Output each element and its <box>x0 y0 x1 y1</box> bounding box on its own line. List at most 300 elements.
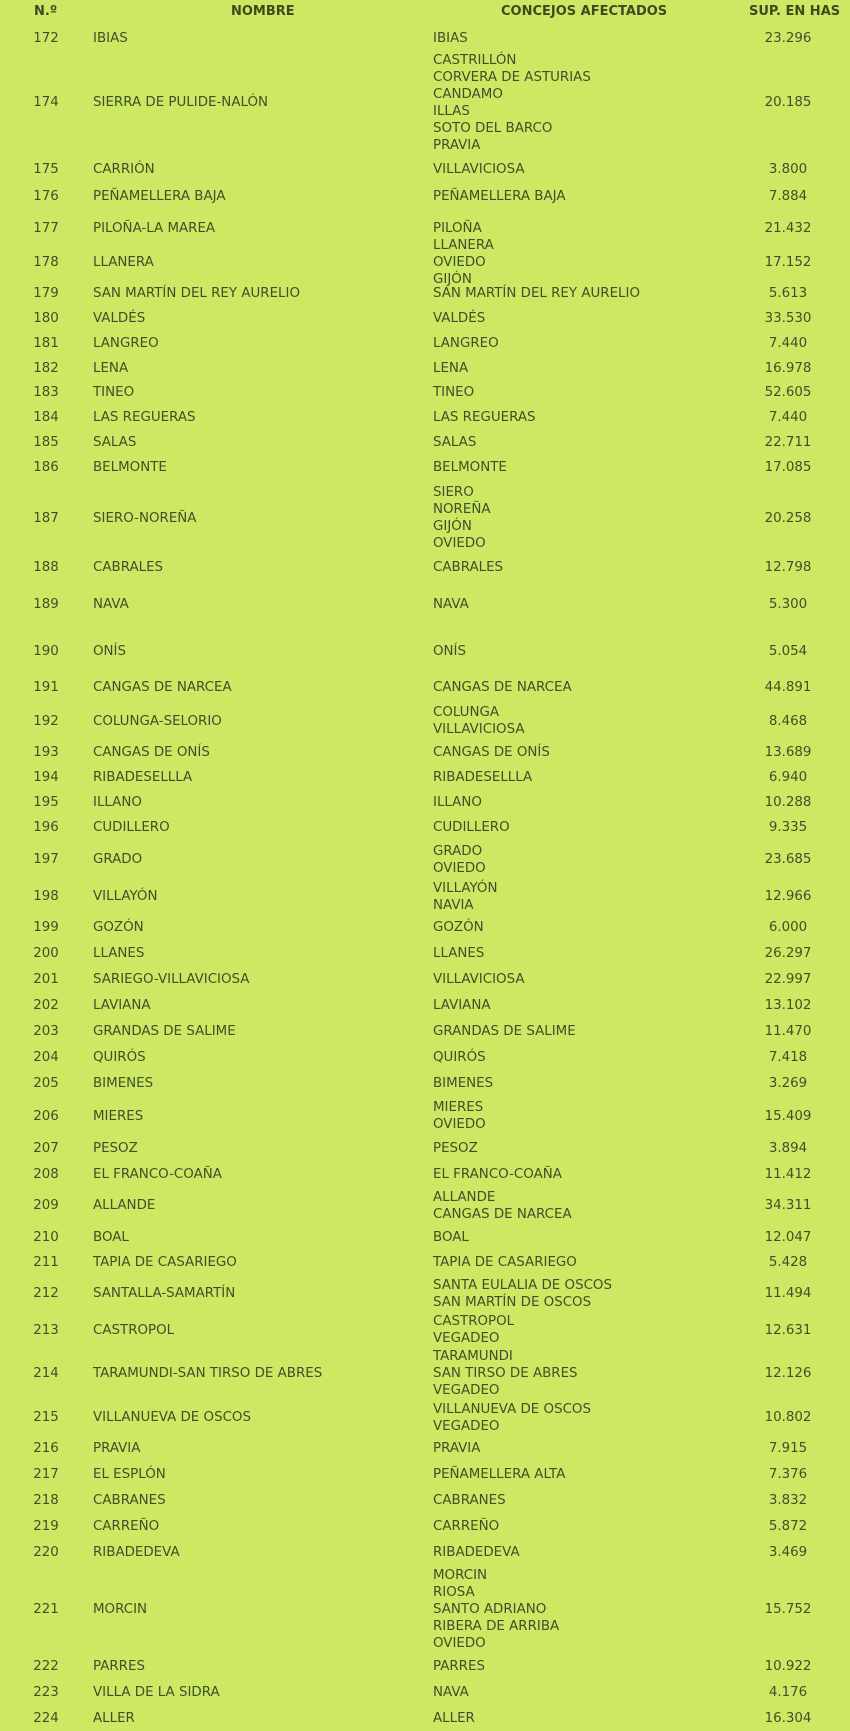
table-row <box>0 1679 850 1705</box>
concejo-line: PEÑAMELLERA BAJA <box>433 189 566 204</box>
concejo-line: ILLANO <box>433 795 482 810</box>
concejo-line: MORCIN <box>433 1568 488 1583</box>
concejo-line: GIJÓN <box>433 519 472 534</box>
concejo-line: CASTRILLÓN <box>433 52 517 68</box>
cell-nombre: RIBADESELLLA <box>93 770 193 785</box>
table-row <box>0 940 850 966</box>
table-row <box>0 181 850 212</box>
cell-sup: 17.152 <box>764 254 812 270</box>
cell-sup: 9.335 <box>768 820 808 835</box>
cell-concejos <box>433 578 753 630</box>
cell-concejos <box>433 48 753 157</box>
concejo-line: ONÍS <box>433 643 467 659</box>
header-sup: SUP. EN HAS <box>749 4 841 19</box>
cell-concejos <box>433 966 753 992</box>
cell-sup: 5.872 <box>768 1518 808 1534</box>
table-row <box>0 157 850 181</box>
concejo-line: VILLAVICIOSA <box>433 971 525 987</box>
concejo-line: NAVA <box>433 1684 469 1700</box>
cell-num: 196 <box>33 820 59 835</box>
cell-sup: 7.440 <box>768 410 808 425</box>
header-nombre: NOMBRE <box>231 4 295 19</box>
cell-sup: 13.689 <box>764 745 812 760</box>
concejo-line: BIMENES <box>433 1075 494 1091</box>
cell-nombre: SANTALLA-SAMARTÍN <box>93 1286 236 1301</box>
concejo-line: OVIEDO <box>433 254 486 270</box>
cell-nombre: VILLANUEVA DE OSCOS <box>93 1410 251 1425</box>
cell-sup: 12.966 <box>764 889 812 904</box>
cell-nombre: BELMONTE <box>93 460 167 475</box>
concejo-line: MIERES <box>433 1100 484 1115</box>
cell-sup: 11.412 <box>764 1166 812 1182</box>
concejo-line: LANGREO <box>433 336 499 351</box>
cell-num: 198 <box>33 889 59 904</box>
cell-concejos <box>433 1348 753 1399</box>
cell-nombre: PILOÑA-LA MAREA <box>93 220 216 236</box>
cell-nombre: ALLER <box>93 1710 135 1726</box>
table-row <box>0 630 850 672</box>
cell-concejos <box>433 1436 753 1461</box>
cell-concejos <box>433 480 753 556</box>
cell-concejos <box>433 157 753 181</box>
table-row <box>0 1161 850 1187</box>
concejo-line: NAVIA <box>433 897 474 913</box>
cell-num: 224 <box>33 1710 59 1726</box>
table-row <box>0 966 850 992</box>
table-row <box>0 1044 850 1070</box>
cell-concejos <box>433 1187 753 1224</box>
cell-num: 206 <box>33 1108 59 1124</box>
cell-sup: 17.085 <box>764 460 812 475</box>
concejo-line: LENA <box>433 360 469 376</box>
cell-num: 191 <box>33 679 59 695</box>
cell-num: 209 <box>33 1198 59 1213</box>
cell-concejos <box>433 1461 753 1487</box>
cell-concejos <box>433 740 753 765</box>
cell-nombre: TINEO <box>93 385 135 400</box>
cell-num: 201 <box>33 971 59 987</box>
cell-sup: 16.304 <box>764 1710 812 1726</box>
cell-num: 197 <box>33 852 59 867</box>
cell-num: 210 <box>33 1229 59 1245</box>
cell-num: 217 <box>33 1466 59 1482</box>
table-row <box>0 556 850 578</box>
concejo-line: VILLAVICIOSA <box>433 722 525 737</box>
cell-concejos <box>433 380 753 405</box>
cell-concejos <box>433 1487 753 1513</box>
table-row <box>0 455 850 480</box>
cell-concejos <box>433 672 753 702</box>
concejo-line: SAN MARTÍN DE OSCOS <box>433 1294 592 1310</box>
cell-nombre: EL ESPLÓN <box>93 1466 166 1482</box>
cell-nombre: CASTROPOL <box>93 1322 175 1338</box>
cell-sup: 7.440 <box>768 336 808 351</box>
concejo-line: LAVIANA <box>433 997 491 1013</box>
cell-nombre: CABRALES <box>93 559 164 575</box>
table-row <box>0 740 850 765</box>
cell-nombre: TARAMUNDI-SAN TIRSO DE ABRES <box>93 1366 323 1381</box>
cell-nombre: TAPIA DE CASARIEGO <box>93 1255 237 1270</box>
concejo-line: VEGADEO <box>433 1383 500 1398</box>
cell-concejos <box>433 1565 753 1654</box>
cell-concejos <box>433 840 753 879</box>
cell-nombre: RIBADEDEVA <box>93 1544 180 1560</box>
cell-sup: 13.102 <box>764 997 812 1013</box>
cell-nombre: ALLANDE <box>93 1198 156 1213</box>
cell-sup: 26.297 <box>764 945 812 961</box>
cell-num: 223 <box>33 1684 59 1700</box>
table-row <box>0 380 850 405</box>
cell-nombre: SALAS <box>93 435 137 450</box>
cell-concejos <box>433 1161 753 1187</box>
cell-num: 215 <box>33 1410 59 1425</box>
cell-sup: 5.428 <box>768 1255 808 1270</box>
concejo-line: ILLAS <box>433 103 470 119</box>
cell-nombre: GOZÓN <box>93 919 144 935</box>
cell-num: 178 <box>33 254 59 270</box>
concejo-line: GIJÓN <box>433 271 472 287</box>
cell-nombre: VILLA DE LA SIDRA <box>93 1684 220 1700</box>
table-row <box>0 1070 850 1096</box>
cell-sup: 3.894 <box>768 1141 808 1156</box>
cell-num: 222 <box>33 1659 59 1674</box>
cell-nombre: VILLAYÓN <box>93 889 158 904</box>
cell-sup: 16.978 <box>764 360 812 376</box>
concejo-line: SAN MARTÍN DEL REY AURELIO <box>433 285 640 301</box>
table-row <box>0 1096 850 1136</box>
table-row <box>0 790 850 815</box>
table-row <box>0 1487 850 1513</box>
concejo-line: ALLER <box>433 1710 475 1726</box>
cell-sup: 12.126 <box>764 1366 812 1381</box>
concejo-line: CABRALES <box>433 559 504 575</box>
cell-nombre: LLANES <box>93 945 145 961</box>
concejo-line: SALAS <box>433 435 477 450</box>
table-row <box>0 1513 850 1539</box>
cell-num: 185 <box>33 435 59 450</box>
cell-sup: 23.296 <box>764 30 812 46</box>
cell-nombre: BIMENES <box>93 1075 154 1091</box>
cell-num: 182 <box>33 360 59 376</box>
table-row <box>0 1348 850 1399</box>
cell-sup: 22.997 <box>764 971 812 987</box>
cell-nombre: IBIAS <box>93 30 128 46</box>
cell-num: 195 <box>33 795 59 810</box>
cell-nombre: GRADO <box>93 852 143 867</box>
table-row <box>0 1539 850 1565</box>
cell-sup: 7.376 <box>768 1466 808 1482</box>
concejo-line: CORVERA DE ASTURIAS <box>433 69 591 85</box>
table-row <box>0 1136 850 1161</box>
cell-num: 193 <box>33 745 59 760</box>
cell-nombre: CARRIÓN <box>93 161 155 177</box>
cell-sup: 5.300 <box>768 596 808 612</box>
concejo-line: LAS REGUERAS <box>433 410 536 425</box>
cell-sup: 33.530 <box>764 311 812 326</box>
cell-num: 190 <box>33 643 59 659</box>
cell-num: 179 <box>33 285 59 301</box>
cell-concejos <box>433 1399 753 1436</box>
cell-num: 184 <box>33 410 59 425</box>
concejo-line: EL FRANCO-COAÑA <box>433 1166 562 1182</box>
cell-num: 203 <box>33 1023 59 1039</box>
cell-sup: 52.605 <box>764 385 812 400</box>
concejo-line: SOTO DEL BARCO <box>433 120 553 136</box>
cell-sup: 3.832 <box>768 1492 808 1508</box>
cell-sup: 5.054 <box>768 643 808 659</box>
cell-sup: 20.185 <box>764 95 812 110</box>
concejo-line: IBIAS <box>433 30 468 46</box>
concejo-line: SANTO ADRIANO <box>433 1602 547 1617</box>
cell-nombre: LAS REGUERAS <box>93 410 196 425</box>
concejo-line: RIOSA <box>433 1585 475 1600</box>
table-row <box>0 405 850 430</box>
table-row <box>0 237 850 287</box>
concejo-line: CANGAS DE ONÍS <box>433 745 550 760</box>
cell-num: 211 <box>33 1255 59 1270</box>
cell-concejos <box>433 992 753 1018</box>
cell-num: 175 <box>33 161 59 177</box>
cell-concejos <box>433 1679 753 1705</box>
cell-sup: 12.631 <box>764 1322 812 1338</box>
cell-sup: 20.258 <box>764 510 812 526</box>
concejo-line: PEÑAMELLERA ALTA <box>433 1466 566 1482</box>
concejo-line: PESOZ <box>433 1141 478 1156</box>
cell-concejos <box>433 1539 753 1565</box>
concejo-line: CARREÑO <box>433 1518 500 1534</box>
table-row <box>0 48 850 157</box>
cell-concejos <box>433 630 753 672</box>
cell-num: 174 <box>33 95 59 110</box>
cell-num: 189 <box>33 596 59 612</box>
cell-num: 183 <box>33 385 59 400</box>
concejo-line: GRANDAS DE SALIME <box>433 1023 576 1039</box>
concejo-line: GRADO <box>433 843 483 859</box>
table-row <box>0 28 850 48</box>
concejo-line: OVIEDO <box>433 536 486 551</box>
cell-concejos <box>433 702 753 740</box>
cell-concejos <box>433 306 753 331</box>
cell-sup: 12.798 <box>764 559 812 575</box>
table-row <box>0 1436 850 1461</box>
cell-sup: 8.468 <box>768 713 808 729</box>
cell-concejos <box>433 1044 753 1070</box>
cell-sup: 15.752 <box>764 1602 812 1617</box>
concejo-line: BELMONTE <box>433 460 507 475</box>
table-row <box>0 879 850 914</box>
cell-sup: 23.685 <box>764 852 812 867</box>
table-row <box>0 1275 850 1312</box>
cell-nombre: NAVA <box>93 596 129 612</box>
table-row <box>0 1312 850 1348</box>
table-row <box>0 815 850 840</box>
table-row <box>0 1654 850 1679</box>
cell-num: 186 <box>33 460 59 475</box>
cell-nombre: CABRANES <box>93 1492 166 1508</box>
cell-sup: 10.922 <box>764 1659 812 1674</box>
table-row <box>0 992 850 1018</box>
cell-nombre: COLUNGA-SELORIO <box>93 713 222 729</box>
concejo-line: BOAL <box>433 1229 469 1245</box>
cell-sup: 7.915 <box>768 1441 808 1456</box>
cell-sup: 6.000 <box>768 919 808 935</box>
cell-concejos <box>433 914 753 940</box>
cell-sup: 15.409 <box>764 1108 812 1124</box>
concejo-line: VILLAYÓN <box>433 880 498 896</box>
cell-num: 202 <box>33 997 59 1013</box>
cell-nombre: EL FRANCO-COAÑA <box>93 1166 222 1182</box>
concejo-line: CUDILLERO <box>433 820 510 835</box>
table-row <box>0 914 850 940</box>
concejo-line: LLANERA <box>433 237 494 253</box>
table-row <box>0 1187 850 1224</box>
cell-nombre: PARRES <box>93 1659 145 1674</box>
cell-sup: 12.047 <box>764 1229 812 1245</box>
header-concejos: CONCEJOS AFECTADOS <box>501 4 668 19</box>
cell-concejos <box>433 765 753 790</box>
cell-sup: 21.432 <box>764 220 812 236</box>
table-row <box>0 212 850 244</box>
cell-sup: 10.288 <box>764 795 812 810</box>
cell-nombre: MORCIN <box>93 1602 148 1617</box>
cell-concejos <box>433 1018 753 1044</box>
cell-nombre: ILLANO <box>93 795 142 810</box>
cell-concejos <box>433 1275 753 1312</box>
concejo-line: VALDÉS <box>433 311 486 326</box>
concejo-line: OVIEDO <box>433 1636 486 1651</box>
concejo-line: VILLAVICIOSA <box>433 161 525 177</box>
cell-num: 187 <box>33 510 59 526</box>
concejo-line: QUIRÓS <box>433 1049 486 1065</box>
cell-concejos <box>433 455 753 480</box>
cell-concejos <box>433 790 753 815</box>
cell-concejos <box>433 181 753 212</box>
cell-concejos <box>433 405 753 430</box>
cell-sup: 11.470 <box>764 1023 812 1039</box>
concejo-line: CANDAMO <box>433 86 503 102</box>
cell-nombre: CARREÑO <box>93 1518 160 1534</box>
cell-nombre: PRAVIA <box>93 1441 141 1456</box>
cell-nombre: PEÑAMELLERA BAJA <box>93 189 226 204</box>
cell-concejos <box>433 1513 753 1539</box>
table-row <box>0 1705 850 1731</box>
cell-nombre: PESOZ <box>93 1141 138 1156</box>
concejo-line: SAN TIRSO DE ABRES <box>433 1366 578 1381</box>
cell-sup: 3.469 <box>768 1544 808 1560</box>
cell-nombre: SAN MARTÍN DEL REY AURELIO <box>93 285 300 301</box>
concejo-line: SIERO <box>433 485 474 500</box>
cell-nombre: CUDILLERO <box>93 820 170 835</box>
concejo-line: NAVA <box>433 596 469 612</box>
cell-nombre: CANGAS DE NARCEA <box>93 679 232 695</box>
cell-nombre: GRANDAS DE SALIME <box>93 1023 236 1039</box>
cell-sup: 4.176 <box>768 1684 808 1700</box>
concejo-line: RIBERA DE ARRIBA <box>433 1619 560 1634</box>
table-row <box>0 840 850 879</box>
cell-nombre: BOAL <box>93 1229 129 1245</box>
table-row <box>0 702 850 740</box>
concejo-line: TAPIA DE CASARIEGO <box>433 1255 577 1270</box>
cell-sup: 3.800 <box>768 161 808 177</box>
concejo-line: CANGAS DE NARCEA <box>433 1206 572 1222</box>
cell-num: 194 <box>33 770 59 785</box>
cell-nombre: CANGAS DE ONÍS <box>93 745 210 760</box>
cell-nombre: VALDÉS <box>93 311 146 326</box>
table-row <box>0 1018 850 1044</box>
cell-sup: 3.269 <box>768 1075 808 1091</box>
table-row <box>0 1461 850 1487</box>
concejo-line: PRAVIA <box>433 1441 481 1456</box>
cell-num: 176 <box>33 189 59 204</box>
concejo-line: OVIEDO <box>433 1117 486 1132</box>
cell-num: 204 <box>33 1049 59 1065</box>
concejo-line: CABRANES <box>433 1492 506 1508</box>
concejo-line: VILLANUEVA DE OSCOS <box>433 1401 591 1417</box>
concejo-line: PARRES <box>433 1659 485 1674</box>
cell-num: 213 <box>33 1322 59 1338</box>
cell-sup: 7.884 <box>768 189 808 204</box>
cell-sup: 6.940 <box>768 770 808 785</box>
table-row <box>0 356 850 380</box>
table-row <box>0 578 850 630</box>
table-row <box>0 430 850 455</box>
cell-concejos <box>433 237 753 287</box>
cell-num: 188 <box>33 559 59 575</box>
cell-concejos <box>433 940 753 966</box>
table-row <box>0 280 850 306</box>
concejo-line: CANGAS DE NARCEA <box>433 679 572 695</box>
cell-num: 216 <box>33 1441 59 1456</box>
cell-concejos <box>433 1070 753 1096</box>
cell-sup: 11.494 <box>764 1286 812 1301</box>
concejo-line: COLUNGA <box>433 705 500 720</box>
concejo-line: TARAMUNDI <box>433 1349 513 1364</box>
cell-concejos <box>433 879 753 914</box>
cell-num: 214 <box>33 1366 59 1381</box>
cell-num: 208 <box>33 1166 59 1182</box>
header-num: N.º <box>34 4 58 19</box>
cell-num: 199 <box>33 919 59 935</box>
concejo-line: RIBADESELLLA <box>433 770 533 785</box>
cell-num: 192 <box>33 713 59 729</box>
cell-nombre: MIERES <box>93 1108 144 1124</box>
cell-concejos <box>433 28 753 48</box>
concejo-line: ALLANDE <box>433 1189 496 1205</box>
cell-nombre: LAVIANA <box>93 997 151 1013</box>
cell-sup: 10.802 <box>764 1410 812 1425</box>
cell-concejos <box>433 1654 753 1679</box>
cell-num: 218 <box>33 1492 59 1508</box>
concejo-line: LLANES <box>433 945 485 961</box>
table-row <box>0 480 850 556</box>
concejo-line: OVIEDO <box>433 860 486 876</box>
cell-num: 212 <box>33 1286 59 1301</box>
cell-concejos <box>433 556 753 578</box>
cell-sup: 34.311 <box>764 1198 812 1213</box>
concejo-line: RIBADEDEVA <box>433 1544 520 1560</box>
cell-concejos <box>433 1705 753 1731</box>
cell-nombre: QUIRÓS <box>93 1049 146 1065</box>
concejo-line: PRAVIA <box>433 137 481 153</box>
concejo-line: PILOÑA <box>433 220 482 236</box>
cell-nombre: SARIEGO-VILLAVICIOSA <box>93 971 250 987</box>
cell-num: 221 <box>33 1602 59 1617</box>
table-row <box>0 765 850 790</box>
concejo-line: CASTROPOL <box>433 1314 515 1329</box>
concejo-line: VEGADEO <box>433 1418 500 1434</box>
cell-concejos <box>433 356 753 380</box>
cell-concejos <box>433 430 753 455</box>
